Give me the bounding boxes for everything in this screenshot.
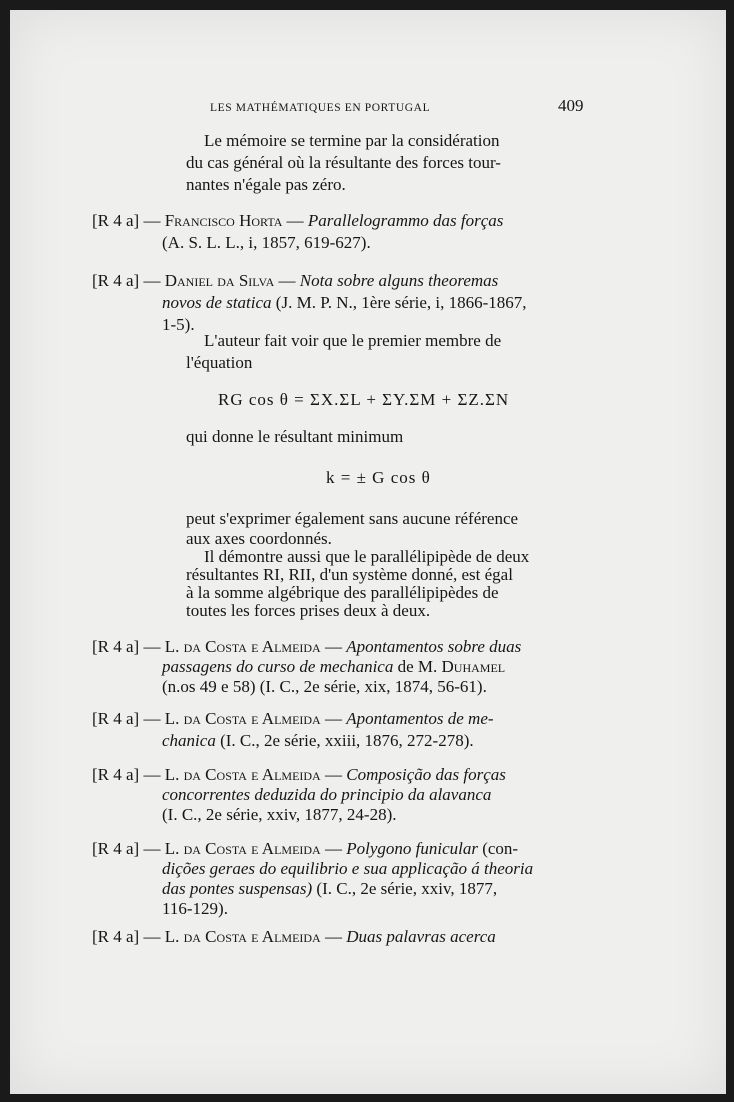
entry-3-line-2: [162, 656, 505, 678]
entry-6-title-2-text: dições geraes do equilibrio e sua applicação á theoria: [162, 859, 534, 878]
entry-2-title-2: novos de statica: [162, 293, 272, 312]
entry-2-text-2: l'équation: [186, 353, 253, 372]
entry-2-text-1: L'auteur fait voir que le premier membre de: [204, 331, 502, 350]
entry-6-citation-b: 116-129).: [162, 899, 228, 918]
entry-5-title-1: Composição das forças: [346, 765, 506, 784]
entry-6-line-3: [162, 878, 497, 900]
entry-2-dash: —: [274, 271, 300, 290]
entry-3-person: Duhamel: [441, 657, 506, 676]
entry-6-citation-a: (I. C., 2e série, xxiv, 1877,: [312, 879, 498, 898]
entry-2-author: Daniel da Silva: [164, 271, 275, 290]
entry-2-text-9: toutes les forces prises deux à deux.: [186, 601, 431, 620]
entry-7-title: Duas palavras acerca: [346, 927, 496, 946]
entry-3-mid: de M.: [393, 657, 442, 676]
entry-7-line-1: [R 4 a] — L. da Costa e Almeida — Duas palavras acerca: [92, 927, 496, 946]
entry-3-citation: (n.os 49 e 58) (I. C., 2e série, xix, 1874, 56-61).: [162, 677, 487, 696]
entry-5-code: [R 4 a] —: [92, 765, 161, 784]
entry-1-code: [R 4 a] —: [92, 211, 161, 230]
entry-4-line-1: [R 4 a] — L. da Costa e Almeida — Apontamentos de me-: [92, 709, 494, 728]
entry-1-line-1: [92, 210, 503, 232]
running-title: LES MATHÉMATIQUES EN PORTUGAL: [210, 102, 431, 114]
entry-3-code: [R 4 a] —: [92, 637, 161, 656]
entry-6-title-3: das pontes suspensas): [162, 879, 313, 898]
entry-1-dash: —: [282, 211, 308, 230]
equation-1: RG cos θ = ΣX.ΣL + ΣY.ΣM + ΣZ.ΣN: [218, 390, 510, 409]
entry-6-title-2: [162, 858, 533, 880]
entry-5-author: L. da Costa e Almeida: [164, 765, 321, 784]
entry-3-title-2: passagens do curso de mechanica: [162, 657, 394, 676]
entry-1-title: Parallelogrammo das forças: [307, 211, 504, 230]
entry-2-line-1: [92, 270, 498, 292]
entry-2-title-1: Nota sobre alguns theoremas: [299, 271, 499, 290]
entry-2-citation-b: 1-5).: [162, 315, 195, 334]
entry-4-citation: (I. C., 2e série, xxiii, 1876, 272-278).: [215, 731, 474, 750]
entry-7-author: L. da Costa e Almeida: [164, 927, 321, 946]
intro-line-3: nantes n'égale pas zéro.: [186, 175, 346, 194]
entry-1-citation: (A. S. L. L., i, 1857, 619-627).: [162, 233, 371, 252]
book-page: [10, 10, 726, 1094]
entry-2-text-5: aux axes coordonnés.: [186, 529, 332, 548]
entry-2-text-6: Il démontre aussi que le parallélipipède de deux: [204, 547, 530, 566]
entry-4-code: [R 4 a] —: [92, 709, 161, 728]
page-number: 409: [558, 96, 584, 115]
intro-line-1: Le mémoire se termine par la considération: [204, 131, 500, 150]
entry-3-title-1: Apontamentos sobre duas: [346, 637, 522, 656]
entry-3-line-1: [R 4 a] — L. da Costa e Almeida — Apontamentos sobre duas: [92, 637, 522, 656]
entry-2-text-3: qui donne le résultant minimum: [186, 427, 404, 446]
entry-7-code: [R 4 a] —: [92, 927, 161, 946]
entry-1-author: Francisco Horta: [164, 211, 283, 230]
entry-4-line-2: [162, 730, 474, 752]
entry-6-line-1: [R 4 a] — L. da Costa e Almeida — Polygono funicular (con-: [92, 839, 519, 858]
entry-2-text-7: résultantes RI, RII, d'un système donné, est égal: [186, 565, 513, 584]
entry-4-title-2: chanica: [162, 731, 216, 750]
entry-2-line-2: [162, 292, 527, 314]
entry-6-code: [R 4 a] —: [92, 839, 161, 858]
entry-6-author: L. da Costa e Almeida: [164, 839, 321, 858]
entry-2-text-4: peut s'exprimer également sans aucune référence: [186, 509, 519, 528]
entry-2-text-8: à la somme algébrique des parallélipipèdes de: [186, 583, 499, 602]
entry-2-code: [R 4 a] —: [92, 271, 161, 290]
equation-2: k = ± G cos θ: [326, 468, 431, 487]
entry-6-paren: (con-: [477, 839, 519, 858]
intro-line-2: du cas général où la résultante des forces tour-: [186, 153, 501, 172]
entry-4-title-1: Apontamentos de me-: [346, 709, 494, 728]
entry-5-title-2: [162, 784, 491, 806]
entry-5-title-2-text: concorrentes deduzida do principio da alavanca: [162, 785, 492, 804]
entry-6-title-1: Polygono funicular: [346, 839, 478, 858]
entry-4-author: L. da Costa e Almeida: [164, 709, 321, 728]
entry-5-line-1: [R 4 a] — L. da Costa e Almeida — Composição das forças: [92, 765, 506, 784]
entry-2-citation-a: (J. M. P. N., 1ère série, i, 1866-1867,: [271, 293, 527, 312]
entry-5-citation: (I. C., 2e série, xxiv, 1877, 24-28).: [162, 805, 397, 824]
entry-3-author: L. da Costa e Almeida: [164, 637, 321, 656]
